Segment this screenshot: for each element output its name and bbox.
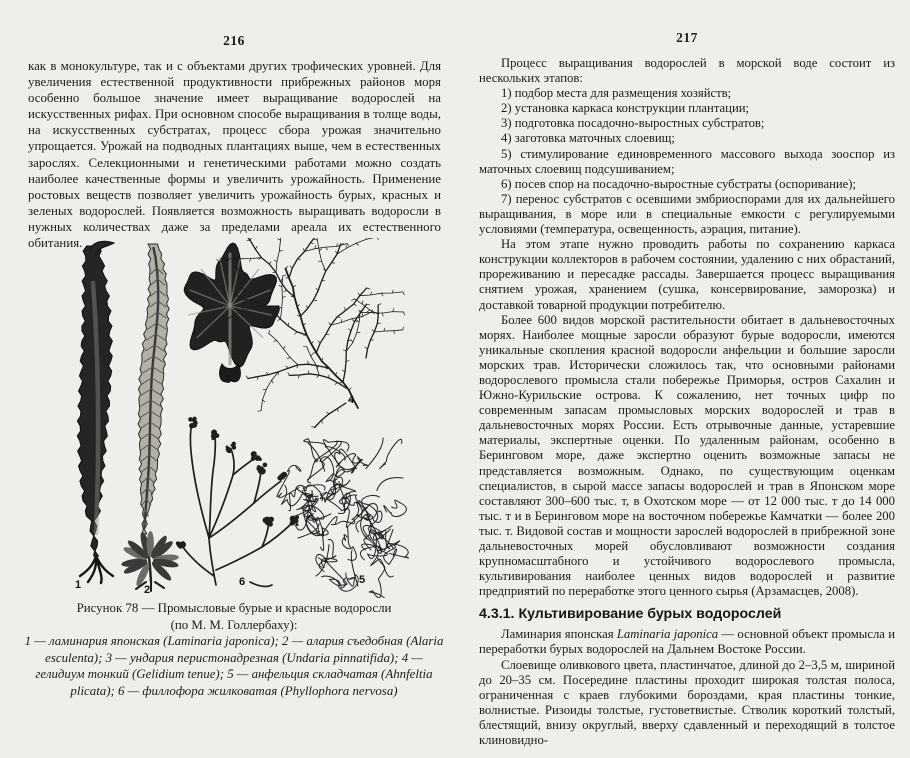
figure-label-undaria: 3: [225, 374, 232, 386]
step-item-7: 7) перенос субстратов с осевшими эмбриоспорами для их дальнейшего выращивания, в море или в специальные емкости с регулируемыми условиями (температура, освещенность, аэрация, питание).: [479, 191, 895, 237]
intro-paragraph: Процесс выращивания водорослей в морской воде состоит из нескольких этапов:: [479, 56, 895, 86]
left-paragraph: как в монокультуре, так и с объектами других трофических уровней. Для увеличения естественной продуктивности прибрежных районов моря особенно большое значение имеет выращивание водорослей на искусственных рифах. При основном способе выращивания в толще воды, на искусственных субстратах, процесс сбора урожая значительно упрощается. Урожай на подводных плантациях выше, чем в естественных зарослях. Селекционными и генетическими работами можно создать наиболее качественные формы и увеличить урожайность. Применение ростовых веществ позволяет увеличить урожайность бурых, красных и зеленых водорослей. Появляется возможность выращивать водоросли в нужных количествах даже за пределами ареала их естественного обитания.: [28, 59, 441, 251]
right-page-number: 217: [676, 30, 698, 45]
figure-78-illustration: [58, 238, 438, 598]
figure-caption-title: Рисунок 78 — Промысловые бурые и красные водоросли: [76, 601, 392, 615]
paragraph-resources: Более 600 видов морской растительности обитает в дальневосточных морях. Наиболее мощные заросли образуют бурые водоросли, имеются уникальные скопления красной водоросли анфельции и большие заросли морских трав. Исторически сложилось так, что основными районами водорослевого промысла стали побережье Приморья, остров Сахалин и Южно-Курильские острова. К сожалению, нет точных цифр по современным запасам промысловых морских водорослей и трав в дальневосточных морях России. Есть отрывочные данные, устаревшие материалы, экспертные оценки. По удаленным районам, особенно в Беринговом море, даже экспертно оценить возможные запасы не представляется возможным. Однако, по существующим оценкам специалистов, в сырой массе запасы водорослей и трав в Японском море составляют 300–600 тыс. т, в Охотском море — от 12 000 тыс. т до 14 000 тыс. т и в Беринговом море на восточном побережье Камчатки — более 200 тыс. т. Видовой состав и мощности зарослей водорослей в прибрежной зоне дальневосточных морей обусловливают возможности создания крупномасштабного и устойчивого водорослевого промысла, культивирования наиболее ценных видов водорослей и развитие предприятий по переработке этого ценного сырья (Арзамасцев, 2008).: [479, 312, 895, 599]
paragraph-maintenance: На этом этапе нужно проводить работы по сохранению каркаса конструкции коллекторов в рабочем состоянии, удалению с них обрастаний, прореживанию и пересадке рассады. Завершается процесс выращивания снятием урожая, хранением (сушка, консервирование, заморозка) и доставкой товарной продукции потребителю.: [479, 237, 895, 312]
step-item-6: 6) посев спор на посадочно-выростные субстраты (оспоривание);: [501, 176, 857, 191]
figure-label-alaria: 2: [144, 584, 151, 596]
step-item-3: 3) подготовка посадочно-выростных субстратов;: [501, 116, 765, 131]
step-item-2: 2) установка каркаса конструкции плантации;: [501, 101, 750, 116]
step-item-1: 1) подбор места для размещения хозяйств;: [501, 86, 732, 101]
right-page-text: [479, 56, 895, 748]
figure-caption-species: 1 — ламинария японская (Laminaria japonica); 2 — алария съедобная (Alaria esculenta); 3 — ундария перистонадрезная (Undaria pinnatifida); 4 — гелидиум тонкий (Gelidium tenue); 5 — анфельция складчатая (Ahnfeltia plicata); 6 — филлофора жилковатая (Phyllophora nervosa): [24, 634, 444, 698]
figure-caption-attribution: (по М. М. Голлербаху):: [170, 617, 298, 632]
left-page-number: 216: [223, 33, 245, 48]
section-heading: 4.3.1. Культивирование бурых водорослей: [479, 606, 782, 623]
paragraph-morphology: Слоевище оливкового цвета, пластинчатое, длиной до 2–3,5 м, шириной до 20–35 см. Посередине пластины проходит широкая толстая полоса, ограниченная с краев глубокими бороздами, края пластины тонкие, волнистые. Ризоиды толстые, густоветвистые. Стволик короткий толстый, блестящий, внизу округлый, вверху сдавленный и переходящий в толстое клиновидно-: [479, 657, 895, 748]
figure-caption: [24, 600, 444, 700]
figure-label-laminaria: 1: [75, 579, 82, 591]
figure-label-phyllophora: 6: [239, 576, 246, 588]
step-item-4: 4) заготовка маточных слоевищ;: [501, 131, 675, 146]
figure-label-gelidium: 4: [348, 394, 355, 406]
paragraph-laminaria: Ламинария японская Laminaria japonica — основной объект промысла и переработки бурых водорослей на Дальнем Востоке России.: [479, 627, 896, 657]
step-item-5: 5) стимулирование единовременного массового выхода зооспор из маточных слоевищ подсушиванием;: [479, 146, 895, 176]
figure-label-ahnfeltia: 5: [359, 574, 366, 586]
left-page-text: [28, 58, 441, 251]
